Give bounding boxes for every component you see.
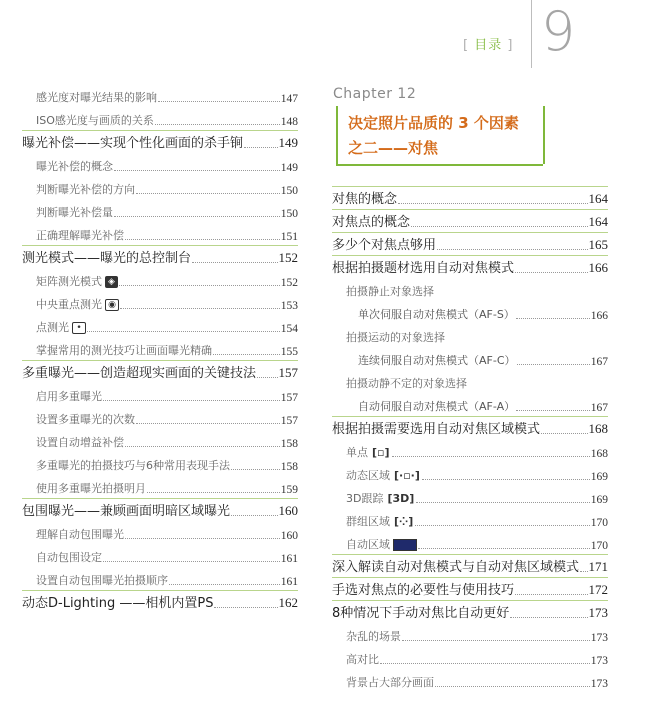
toc-entry[interactable] bbox=[22, 567, 298, 590]
dynamic-area-af-icon: [·▫·] bbox=[394, 469, 420, 482]
toc-entry-page: 157 bbox=[280, 392, 298, 404]
toc-entry[interactable] bbox=[332, 186, 608, 209]
dot-leader bbox=[103, 561, 280, 562]
toc-entry-page: 164 bbox=[588, 191, 608, 206]
dot-leader bbox=[114, 170, 280, 171]
toc-entry-title: 矩阵测光模式 ◈ bbox=[22, 273, 118, 289]
toc-entry[interactable] bbox=[22, 498, 298, 521]
toc-entry-title: 单点 [▫] bbox=[346, 446, 390, 459]
toc-entry[interactable] bbox=[332, 278, 608, 301]
toc-entry[interactable] bbox=[332, 393, 608, 416]
dot-leader bbox=[515, 272, 587, 273]
dot-leader bbox=[416, 502, 589, 503]
toc-entry-page: 169 bbox=[590, 471, 608, 483]
toc-entry[interactable] bbox=[22, 314, 298, 337]
dot-leader bbox=[244, 147, 277, 148]
toc-entry-title: 掌握常用的测光技巧让画面曝光精确 bbox=[36, 344, 212, 357]
toc-entry-page: 166 bbox=[590, 310, 608, 322]
dot-leader bbox=[398, 203, 587, 204]
toc-entry[interactable] bbox=[332, 600, 608, 623]
toc-entry-page: 169 bbox=[590, 494, 608, 506]
dot-leader bbox=[516, 410, 590, 411]
page-number: 9 bbox=[541, 0, 576, 63]
toc-entry-title: 测光模式——曝光的总控制台 bbox=[22, 251, 192, 266]
toc-entry[interactable] bbox=[22, 337, 298, 360]
dot-leader bbox=[515, 594, 587, 595]
toc-entry-page: 161 bbox=[280, 576, 298, 588]
toc-entry[interactable] bbox=[22, 199, 298, 222]
toc-entry-page: 152 bbox=[278, 250, 298, 265]
toc-entry-page: 167 bbox=[590, 356, 608, 368]
dot-leader bbox=[392, 456, 590, 457]
toc-entry-page: 159 bbox=[280, 484, 298, 496]
toc-entry-title: 设置自动包围曝光拍摄顺序 bbox=[36, 574, 168, 587]
toc-entry-title: 拍摄运动的对象选择 bbox=[346, 331, 445, 344]
toc-entry-page: 165 bbox=[588, 237, 608, 252]
toc-entry-title: 手选对焦点的必要性与使用技巧 bbox=[332, 583, 515, 598]
toc-entry[interactable] bbox=[22, 176, 298, 199]
toc-entry-title: 自动包围设定 bbox=[36, 551, 102, 564]
toc-entry[interactable] bbox=[332, 232, 608, 255]
toc-right-column bbox=[332, 186, 608, 692]
toc-entry-page: 151 bbox=[280, 231, 298, 243]
toc-entry[interactable] bbox=[332, 646, 608, 669]
toc-entry-title: 深入解读自动对焦模式与自动对焦区域模式 bbox=[332, 560, 580, 575]
dot-leader bbox=[411, 226, 587, 227]
dot-leader bbox=[418, 548, 590, 549]
toc-entry-page: 147 bbox=[280, 93, 298, 105]
toc-entry[interactable] bbox=[332, 439, 608, 462]
toc-entry-title: 启用多重曝光 bbox=[36, 390, 102, 403]
dot-leader bbox=[231, 469, 280, 470]
toc-entry-title: 感光度对曝光结果的影响 bbox=[36, 91, 157, 104]
dot-leader bbox=[158, 101, 280, 102]
toc-entry[interactable] bbox=[332, 485, 608, 508]
toc-entry-title: 动态D-Lighting ——相机内置PS bbox=[22, 596, 214, 611]
toc-entry-page: 167 bbox=[590, 402, 608, 414]
toc-entry-title: 多少个对焦点够用 bbox=[332, 238, 437, 253]
toc-entry-page: 171 bbox=[588, 559, 608, 574]
header-divider bbox=[531, 0, 532, 68]
toc-entry-page: 168 bbox=[590, 448, 608, 460]
toc-entry[interactable] bbox=[332, 416, 608, 439]
toc-entry[interactable] bbox=[22, 475, 298, 498]
dot-leader bbox=[580, 571, 587, 572]
toc-entry-page: 168 bbox=[588, 421, 608, 436]
dot-leader bbox=[510, 617, 587, 618]
toc-left-column bbox=[22, 84, 298, 613]
chapter-title-line-2: 之二——对焦 bbox=[348, 139, 439, 157]
toc-entry-page: 149 bbox=[278, 135, 298, 150]
toc-entry-title: 多重曝光——创造超现实画面的关键技法 bbox=[22, 366, 257, 381]
dot-leader bbox=[435, 686, 590, 687]
toc-entry[interactable] bbox=[22, 107, 298, 130]
toc-entry-title: 设置自动增益补偿 bbox=[36, 436, 124, 449]
toc-entry-page: 166 bbox=[588, 260, 608, 275]
toc-entry-title: 理解自动包围曝光 bbox=[36, 528, 124, 541]
toc-entry-title: 设置多重曝光的次数 bbox=[36, 413, 135, 426]
toc-entry[interactable] bbox=[332, 669, 608, 692]
dot-leader bbox=[415, 525, 589, 526]
toc-entry[interactable] bbox=[22, 291, 298, 314]
toc-entry-title: 单次伺服自动对焦模式（AF-S） bbox=[358, 308, 515, 321]
dot-leader bbox=[125, 239, 280, 240]
dot-leader bbox=[437, 249, 587, 250]
toc-entry[interactable] bbox=[22, 268, 298, 291]
toc-entry[interactable] bbox=[332, 577, 608, 600]
toc-entry[interactable] bbox=[22, 245, 298, 268]
toc-entry-page: 150 bbox=[280, 208, 298, 220]
toc-entry[interactable] bbox=[332, 531, 608, 554]
toc-entry-page: 164 bbox=[588, 214, 608, 229]
toc-entry-page: 170 bbox=[590, 517, 608, 529]
toc-entry[interactable] bbox=[332, 554, 608, 577]
toc-entry-title: 拍摄动静不定的对象选择 bbox=[346, 377, 467, 390]
toc-entry[interactable] bbox=[22, 84, 298, 107]
toc-entry-title: 中央重点测光 ◉ bbox=[22, 296, 119, 312]
toc-entry[interactable] bbox=[332, 347, 608, 370]
dot-leader bbox=[136, 193, 280, 194]
toc-entry-page: 148 bbox=[280, 116, 298, 128]
toc-entry[interactable] bbox=[22, 222, 298, 245]
dot-leader bbox=[192, 262, 277, 263]
toc-entry-title: 高对比 bbox=[346, 653, 379, 666]
toc-entry[interactable] bbox=[22, 429, 298, 452]
toc-entry[interactable] bbox=[332, 508, 608, 531]
toc-entry[interactable] bbox=[22, 544, 298, 567]
toc-entry-page: 173 bbox=[590, 678, 608, 690]
dot-leader bbox=[380, 663, 590, 664]
toc-entry[interactable] bbox=[332, 462, 608, 485]
toc-entry[interactable] bbox=[332, 370, 608, 393]
toc-entry-page: 173 bbox=[588, 605, 608, 620]
toc-entry-page: 158 bbox=[280, 461, 298, 473]
toc-entry-page: 157 bbox=[278, 365, 298, 380]
toc-entry-title: 动态区域 [·▫·] bbox=[346, 469, 420, 482]
dot-leader bbox=[541, 433, 587, 434]
toc-entry-page: 162 bbox=[278, 595, 298, 610]
toc-entry-page: 170 bbox=[590, 540, 608, 552]
dot-leader bbox=[517, 364, 590, 365]
dot-leader bbox=[125, 538, 280, 539]
toc-entry-title: 使用多重曝光拍摄明月 bbox=[36, 482, 146, 495]
toc-entry-page: 154 bbox=[280, 323, 298, 335]
dot-leader bbox=[516, 318, 590, 319]
dot-leader bbox=[169, 584, 280, 585]
toc-entry[interactable] bbox=[22, 521, 298, 544]
toc-entry-page: 158 bbox=[280, 438, 298, 450]
chapter-title-box bbox=[336, 106, 543, 166]
center-weighted-metering-icon: ◉ bbox=[105, 299, 119, 311]
toc-label-text: 目录 bbox=[474, 38, 503, 53]
toc-entry-title: 对焦的概念 bbox=[332, 192, 398, 207]
toc-entry-title: 背景占大部分画面 bbox=[346, 676, 434, 689]
toc-entry-title: 曝光补偿——实现个性化画面的杀手锏 bbox=[22, 136, 244, 151]
toc-entry-page: 152 bbox=[280, 277, 298, 289]
toc-entry-page: 155 bbox=[280, 346, 298, 358]
toc-entry-page: 173 bbox=[590, 632, 608, 644]
toc-entry-page: 161 bbox=[280, 553, 298, 565]
toc-entry-page: 173 bbox=[590, 655, 608, 667]
toc-entry[interactable] bbox=[22, 360, 298, 383]
single-point-af-icon: [▫] bbox=[372, 446, 390, 459]
dot-leader bbox=[422, 479, 590, 480]
toc-entry-page: 172 bbox=[588, 582, 608, 597]
toc-entry[interactable] bbox=[22, 153, 298, 176]
toc-entry-title: 杂乱的场景 bbox=[346, 630, 401, 643]
dot-leader bbox=[125, 446, 280, 447]
dot-leader bbox=[87, 331, 280, 332]
toc-header-label: [ 目录 ] bbox=[463, 38, 514, 53]
toc-entry-title: 判断曝光补偿量 bbox=[36, 206, 113, 219]
toc-entry-title: 多重曝光的拍摄技巧与6种常用表现手法 bbox=[36, 459, 230, 472]
spot-metering-icon: • bbox=[72, 322, 86, 334]
toc-entry-title: 群组区域 [⁘] bbox=[346, 515, 414, 528]
dot-leader bbox=[214, 607, 277, 608]
toc-entry-page: 157 bbox=[280, 415, 298, 427]
toc-entry[interactable] bbox=[332, 324, 608, 347]
dot-leader bbox=[147, 492, 280, 493]
toc-entry-title: 根据拍摄题材选用自动对焦模式 bbox=[332, 261, 515, 276]
toc-entry-title: 自动区域 bbox=[332, 536, 417, 552]
toc-entry[interactable] bbox=[332, 623, 608, 646]
toc-entry[interactable] bbox=[22, 130, 298, 153]
toc-entry[interactable] bbox=[22, 383, 298, 406]
toc-entry-page: 150 bbox=[280, 185, 298, 197]
dot-leader bbox=[103, 400, 280, 401]
toc-entry-title: 曝光补偿的概念 bbox=[36, 160, 113, 173]
toc-entry-page: 149 bbox=[280, 162, 298, 174]
toc-entry-title: 正确理解曝光补偿 bbox=[36, 229, 124, 242]
toc-entry-page: 153 bbox=[280, 300, 298, 312]
toc-entry[interactable] bbox=[332, 209, 608, 232]
toc-entry[interactable] bbox=[22, 452, 298, 475]
dot-leader bbox=[114, 216, 280, 217]
dot-leader bbox=[120, 308, 280, 309]
toc-entry-title: 8种情况下手动对焦比自动更好 bbox=[332, 606, 510, 621]
dot-leader bbox=[402, 640, 590, 641]
toc-entry-page: 160 bbox=[278, 503, 298, 518]
toc-entry-title: 点测光 • bbox=[22, 319, 86, 335]
toc-entry-title: 3D跟踪 [3D] bbox=[346, 492, 415, 505]
toc-entry-title: 根据拍摄需要选用自动对焦区域模式 bbox=[332, 422, 541, 437]
matrix-metering-icon: ◈ bbox=[105, 276, 118, 288]
toc-entry[interactable] bbox=[22, 590, 298, 613]
toc-entry-title: 判断曝光补偿的方向 bbox=[36, 183, 135, 196]
toc-entry[interactable] bbox=[22, 406, 298, 429]
toc-entry-title: 对焦点的概念 bbox=[332, 215, 411, 230]
toc-entry-page: 160 bbox=[280, 530, 298, 542]
chapter-title-line-1: 决定照片品质的 3 个因素 bbox=[348, 114, 519, 132]
chapter-label: Chapter 12 bbox=[333, 86, 417, 102]
group-area-af-icon: [⁘] bbox=[394, 515, 414, 528]
toc-entry-title: 拍摄静止对象选择 bbox=[346, 285, 434, 298]
dot-leader bbox=[257, 377, 277, 378]
dot-leader bbox=[155, 124, 280, 125]
toc-entry-title: ISO感光度与画质的关系 bbox=[36, 114, 154, 127]
toc-entry[interactable] bbox=[332, 255, 608, 278]
toc-entry-title: 包围曝光——兼顾画面明暗区域曝光 bbox=[22, 504, 231, 519]
toc-entry-title: 自动伺服自动对焦模式（AF-A） bbox=[358, 400, 516, 413]
dot-leader bbox=[119, 285, 280, 286]
toc-entry-title: 连续伺服自动对焦模式（AF-C） bbox=[358, 354, 516, 367]
dot-leader bbox=[231, 515, 277, 516]
dot-leader bbox=[136, 423, 280, 424]
dot-leader bbox=[213, 354, 280, 355]
3d-tracking-icon: [3D] bbox=[387, 492, 415, 505]
auto-area-af-icon bbox=[393, 539, 417, 551]
toc-entry[interactable] bbox=[332, 301, 608, 324]
